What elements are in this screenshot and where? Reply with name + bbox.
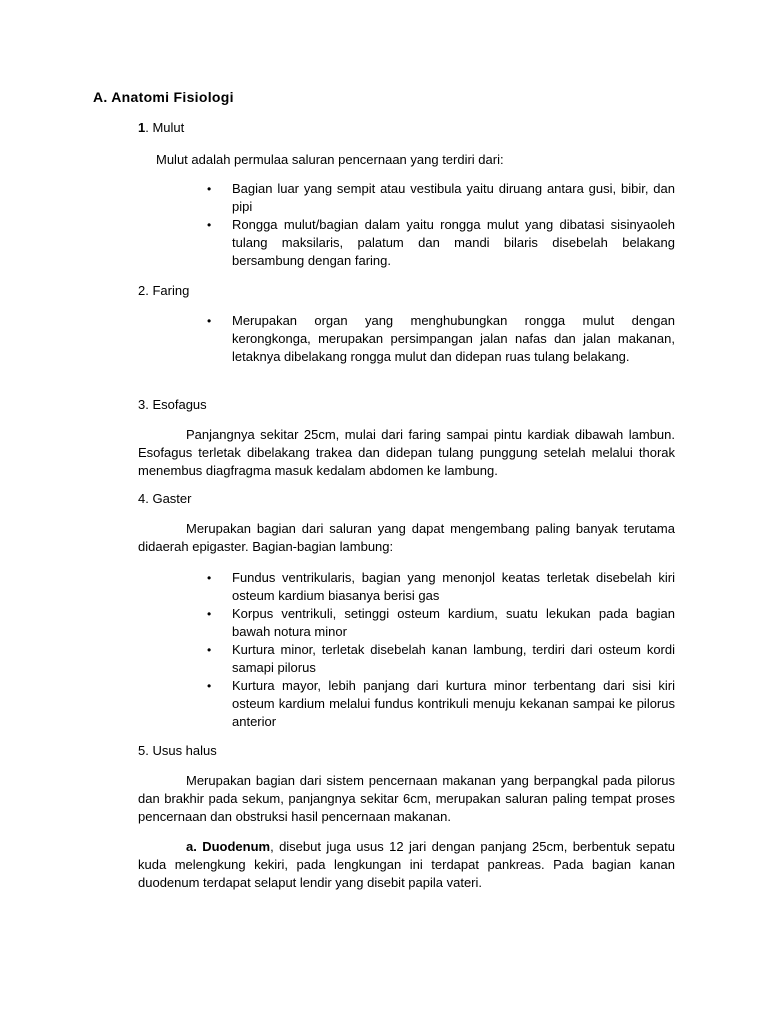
list-item-text: Fundus ventrikularis, bagian yang menonjol keatas terletak disebelah kiri osteum kardium biasanya berisi gas [232,570,675,603]
bullet-icon: • [207,314,212,328]
duodenum-term: a. Duodenum [186,839,271,854]
subheading-mulut [138,119,184,137]
list-item-text: Korpus ventrikuli, setinggi osteum kardium, suatu lekukan pada bagian bawah notura minor [232,606,675,639]
bullet-icon: • [207,679,212,693]
bullet-icon: • [207,643,212,657]
subheading-usus-halus: 5. Usus halus [138,743,217,758]
bullet-icon: • [207,218,212,232]
faring-bullet-list [207,312,675,366]
list-item [207,312,675,366]
subheading-faring: 2. Faring [138,283,190,298]
list-item [207,569,675,605]
mulut-bullet-list [207,180,675,270]
bullet-icon: • [207,607,212,621]
esofagus-paragraph: Panjangnya sekitar 25cm, mulai dari faring sampai pintu kardiak dibawah lambun. Esofagus terletak dibelakang trakea dan didepan tulang punggung setelah melalui thorak menembus diagfragma masuk kedalam abdomen ke lambung. [138,427,675,478]
list-item [207,180,675,216]
subheading-number: 1 [138,120,146,135]
list-item [207,605,675,641]
list-item-text: Bagian luar yang sempit atau vestibula yaitu diruang antara gusi, bibir, dan pipi [232,181,675,214]
bullet-icon: • [207,571,212,585]
gaster-bullet-list [207,569,675,731]
list-item [207,216,675,270]
duodenum-paragraph [138,838,675,892]
list-item-text: Kurtura mayor, lebih panjang dari kurtura minor terbentang dari sisi kiri osteum kardium melalui fundus kontrikuli menuju kekanan sampai ke pilorus anterior [232,678,675,729]
usus-halus-paragraph: Merupakan bagian dari sistem pencernaan makanan yang berpangkal pada pilorus dan brakhir pada sekum, panjangnya sekitar 6cm, merupakan saluran paling tempat proses pencernaan dan obstruksi hasil pencernaan makanan. [138,773,675,824]
subheading-gaster: 4. Gaster [138,491,192,506]
list-item-text: Kurtura minor, terletak disebelah kanan lambung, terdiri dari osteum kordi samapi pilorus [232,642,675,675]
mulut-intro: Mulut adalah permulaa saluran pencernaan yang terdiri dari: [156,152,504,167]
list-item-text: Merupakan organ yang menghubungkan rongga mulut dengan kerongkonga, merupakan persimpangan jalan nafas dan jalan makanan, letaknya dibelakang rongga mulut dan didepan ruas tulang belakang. [232,313,675,364]
gaster-paragraph: Merupakan bagian dari saluran yang dapat mengembang paling banyak terutama didaerah epigaster. Bagian-bagian lambung: [138,521,675,554]
subheading-title: . Mulut [145,120,185,135]
bullet-icon: • [207,182,212,196]
list-item-text: Rongga mulut/bagian dalam yaitu rongga mulut yang dibatasi sisinyaoleh tulang maksilaris, palatum dan mandi bilaris disebelah belakang bersambung dengan faring. [232,217,675,268]
list-item [207,677,675,731]
duodenum-text: , disebut juga usus 12 jari dengan panjang 25cm, berbentuk sepatu kuda melengkung kekiri, pada lengkungan ini terdapat pankreas. Pada bagian kanan duodenum terdapat selaput lendir yang disebit papila vateri. [138,839,675,890]
subheading-esofagus: 3. Esofagus [138,397,207,412]
list-item [207,641,675,677]
section-heading: A. Anatomi Fisiologi [93,89,234,105]
